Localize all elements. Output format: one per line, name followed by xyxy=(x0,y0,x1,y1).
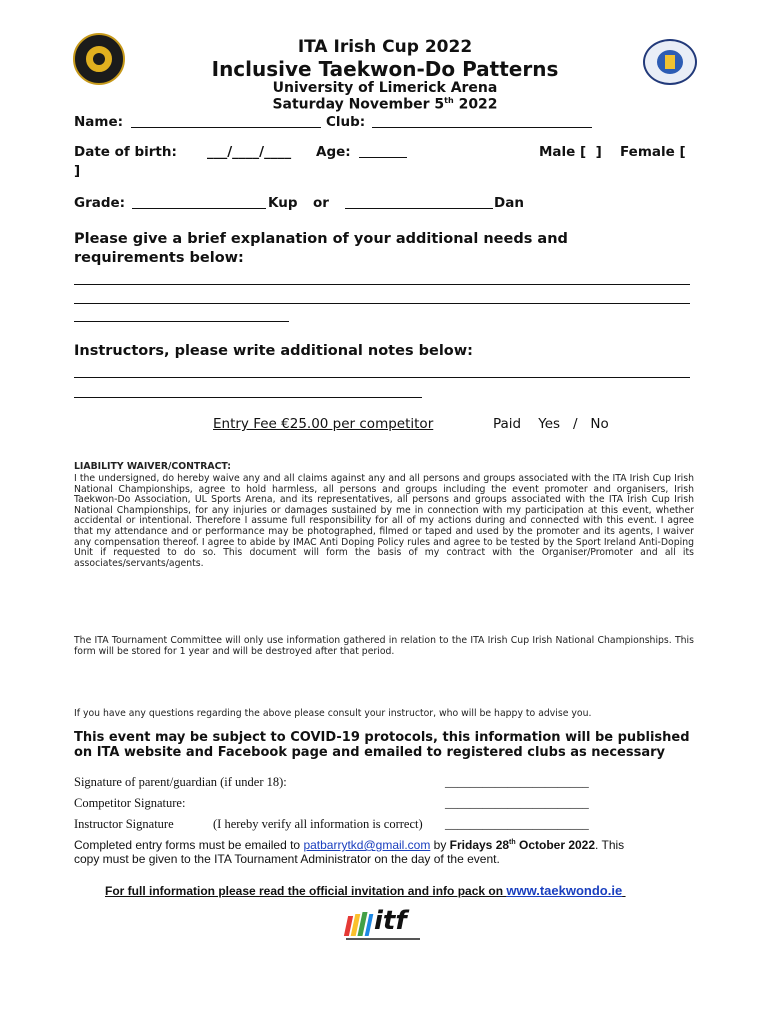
dan-label: Dan xyxy=(494,195,524,211)
covid-notice-line1: This event may be subject to COVID-19 protocols, this information will be published xyxy=(74,730,690,745)
event-subtitle: Inclusive Taekwon-Do Patterns xyxy=(211,57,559,81)
club-field[interactable] xyxy=(372,127,592,128)
itf-logo: itf xyxy=(344,910,424,942)
submission-line2: copy must be given to the ITA Tournament Administrator on the day of the event. xyxy=(74,852,500,866)
competitor-signature-label: Competitor Signature: xyxy=(74,796,186,810)
kup-label: Kup xyxy=(268,195,298,211)
kup-field[interactable] xyxy=(132,208,266,209)
full-info-notice: For full information please read the official invitation and info pack on www.taekwondo.ie xyxy=(105,883,623,898)
paid-status[interactable]: Paid Yes / No xyxy=(493,416,609,432)
waiver-heading: LIABILITY WAIVER/CONTRACT: xyxy=(74,461,231,472)
instructor-signature-label: Instructor Signature xyxy=(74,817,174,831)
entry-fee: Entry Fee €25.00 per competitor xyxy=(213,416,434,432)
data-notice: The ITA Tournament Committee will only use information gathered in relation to the ITA Irish Cup Irish National Championships. This form will be stored for 1 year and will be destroyed after that period. xyxy=(74,635,694,657)
dob-label: Date of birth: xyxy=(74,144,177,160)
name-label: Name: xyxy=(74,114,124,130)
needs-answer-line[interactable] xyxy=(74,321,289,322)
dan-field[interactable] xyxy=(345,208,493,209)
age-label: Age: xyxy=(316,144,351,160)
female-checkbox-close: ] xyxy=(74,163,81,179)
website-link[interactable]: www.taekwondo.ie xyxy=(506,883,623,898)
needs-answer-line[interactable] xyxy=(74,303,690,304)
needs-question-line1: Please give a brief explanation of your additional needs and xyxy=(74,231,568,247)
event-date: Saturday November 5th 2022 xyxy=(272,96,498,113)
male-checkbox[interactable]: Male [ ] xyxy=(539,144,602,160)
event-title: ITA Irish Cup 2022 xyxy=(297,37,473,57)
instructors-question: Instructors, please write additional notes below: xyxy=(74,343,473,359)
age-field[interactable] xyxy=(359,157,407,158)
instructor-signature-field[interactable]: _______________________ xyxy=(445,817,589,831)
submission-line1: Completed entry forms must be emailed to patbarrytkd@gmail.com by Fridays 28th October 2022. This xyxy=(74,838,625,852)
name-field[interactable] xyxy=(131,127,321,128)
email-link[interactable]: patbarrytkd@gmail.com xyxy=(303,838,431,852)
waiver-body: I the undersigned, do hereby waive any and all claims against any and all persons and groups associated with the ITA Irish Cup Irish National Championships, agree to hold harmless, all persons and groups including the event promoter and organisers, Irish Taekwon-Do Association, UL Sports Arena, and its representatives, all persons and groups associated with the ITA Irish Cup Irish National Championships, for any injuries or damages sustained by me in connection with my participation at this event, whether accidental or intentional. Therefore I assume full responsibility for all of my actions during and connected with this event. I agree that my attendance and or performance may be photographed, filmed or taped and used by the promoter and its agents, I waiver any compensation thereof. I agree to abide by IMAC Anti Doping Policy rules and agree to be tested by the Sport Ireland Anti-Doping Unit if requested to do so. This document will form the basis of my contract with the Organiser/Promoter and all its associates/servants/agents. xyxy=(74,473,694,569)
competitor-signature-field[interactable]: _______________________ xyxy=(445,796,589,810)
questions-notice: If you have any questions regarding the above please consult your instructor, who will be happy to advise you. xyxy=(74,708,592,719)
parent-signature-label: Signature of parent/guardian (if under 18): xyxy=(74,775,287,789)
club-label: Club: xyxy=(326,114,366,130)
parent-signature-field[interactable]: _______________________ xyxy=(445,775,589,789)
grade-label: Grade: xyxy=(74,195,126,211)
event-venue: University of Limerick Arena xyxy=(272,80,498,96)
needs-question-line2: requirements below: xyxy=(74,250,244,266)
female-checkbox[interactable]: Female [ xyxy=(620,144,686,160)
instructors-notes-line[interactable] xyxy=(74,377,690,378)
or-label: or xyxy=(313,195,329,211)
instructors-notes-line[interactable] xyxy=(74,397,422,398)
dob-field[interactable]: ___/____/____ xyxy=(207,144,292,160)
needs-answer-line[interactable] xyxy=(74,284,690,285)
instructor-signature-note: (I hereby verify all information is correct) xyxy=(213,817,423,831)
covid-notice-line2: on ITA website and Facebook page and emailed to registered clubs as necessary xyxy=(74,745,666,760)
